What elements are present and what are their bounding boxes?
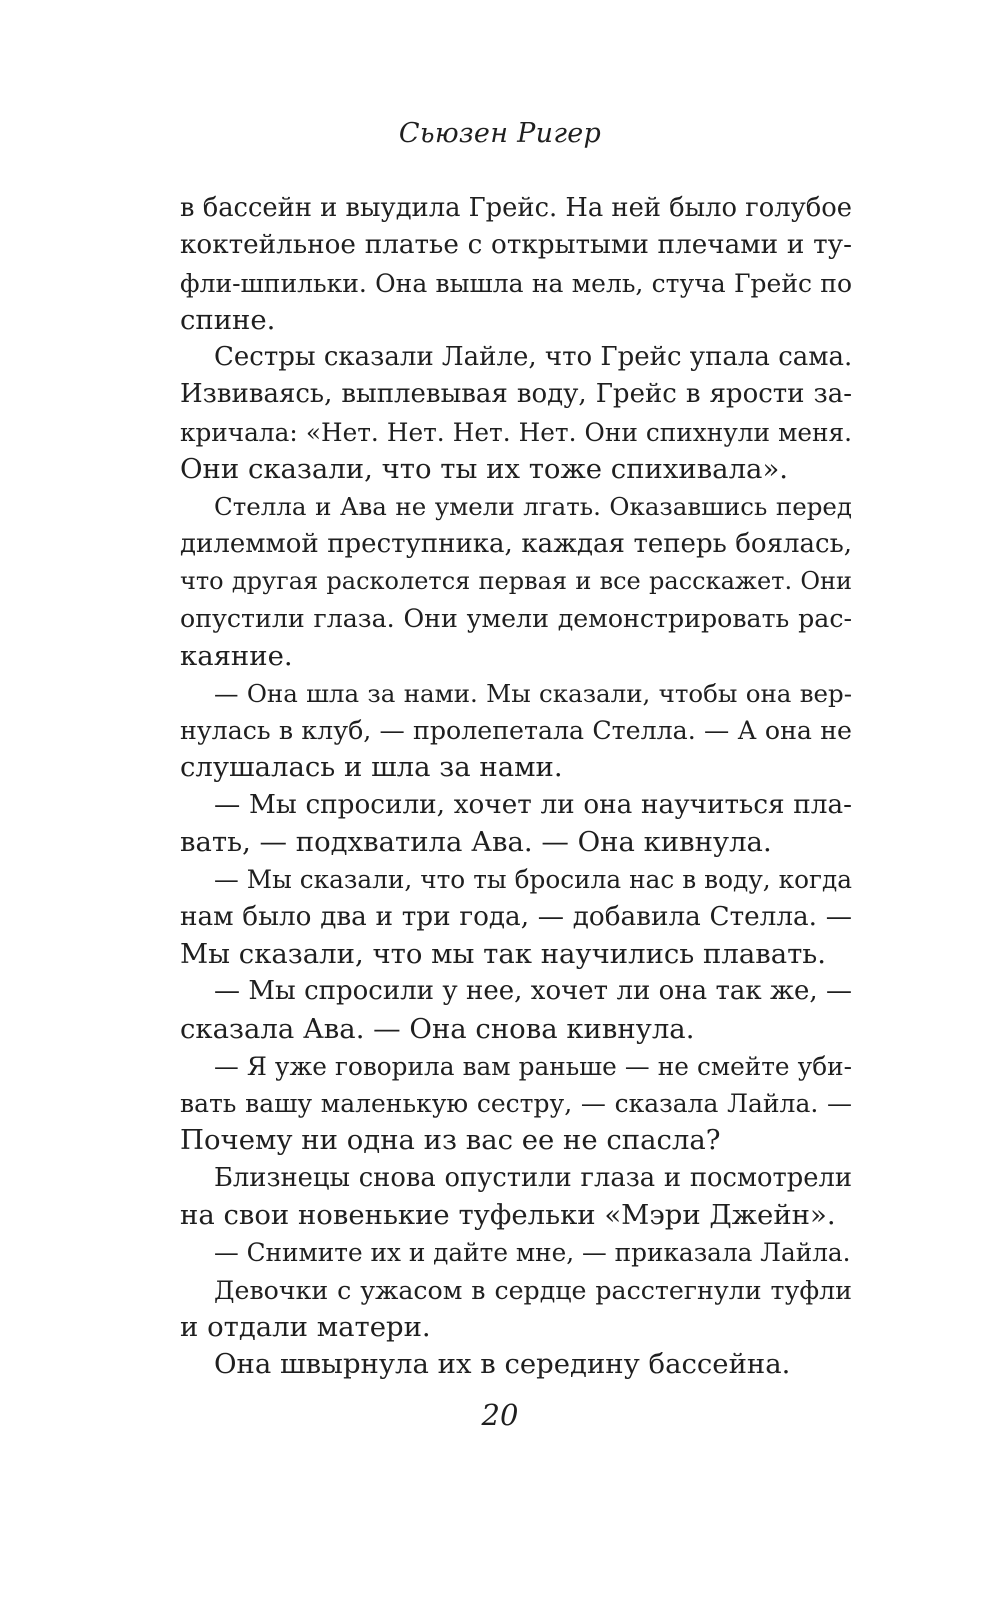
text-line: Извиваясь, выплевывая воду, Грейс в ярости за-	[180, 379, 852, 410]
text-line: Сестры сказали Лайле, что Грейс упала сама.	[214, 342, 853, 373]
text-line: и отдали матери.	[180, 1310, 431, 1343]
text-line: слушалась и шла за нами.	[180, 751, 563, 784]
text-line: Близнецы снова опустили глаза и посмотрели	[214, 1162, 852, 1193]
text-line: на свои новенькие туфельки «Мэри Джейн».	[180, 1199, 836, 1232]
text-line: дилеммой преступника, каждая теперь боялась,	[180, 528, 852, 559]
body-text	[180, 190, 852, 1384]
text-line: — Она шла за нами. Мы сказали, чтобы она вер-	[214, 678, 852, 708]
text-line: спине.	[180, 303, 276, 336]
text-line: нам было два и три года, — добавила Стелла. —	[180, 901, 852, 932]
running-header: Сьюзен Ригер	[398, 118, 602, 149]
text-line: — Мы спросили у нее, хочет ли она так же, —	[214, 976, 852, 1007]
text-line: Она швырнула их в середину бассейна.	[214, 1348, 791, 1381]
text-line: Мы сказали, что мы так научились плавать.	[180, 937, 827, 970]
text-line: кричала: «Нет. Нет. Нет. Нет. Они спихнули меня.	[180, 417, 852, 447]
text-line: Почему ни одна из вас ее не спасла?	[180, 1124, 721, 1157]
text-line: — Мы сказали, что ты бросила нас в воду, когда	[214, 865, 852, 895]
text-line: фли-шпильки. Она вышла на мель, стуча Грейс по	[180, 268, 852, 298]
text-line: опустили глаза. Они умели демонстрировать рас-	[180, 604, 852, 634]
text-line: сказала Ава. — Она снова кивнула.	[180, 1012, 695, 1045]
text-line: коктейльное платье с открытыми плечами и ту-	[180, 230, 852, 261]
text-line: — Я уже говорила вам раньше — не смейте уби-	[214, 1051, 852, 1081]
text-line: что другая расколется первая и все расскажет. Они	[180, 566, 852, 595]
text-line: Они сказали, что ты их тоже спихивала».	[180, 453, 789, 486]
text-line: вать вашу маленькую сестру, — сказала Лайла. —	[180, 1089, 852, 1119]
page-number: 20	[481, 1398, 519, 1432]
text-line: — Мы спросили, хочет ли она научиться пла-	[214, 789, 852, 820]
text-line: нулась в клуб, — пролепетала Стелла. — А она не	[180, 716, 852, 746]
text-line: Стелла и Ава не умели лгать. Оказавшись перед	[214, 492, 852, 522]
text-line: в бассейн и выудила Грейс. На ней было голубое	[180, 193, 852, 223]
text-line: — Снимите их и дайте мне, — приказала Лайла.	[214, 1238, 851, 1268]
text-line: Девочки с ужасом в сердце расстегнули туфли	[214, 1275, 852, 1305]
text-line: каяние.	[180, 639, 293, 672]
text-line: вать, — подхватила Ава. — Она кивнула.	[180, 826, 772, 859]
